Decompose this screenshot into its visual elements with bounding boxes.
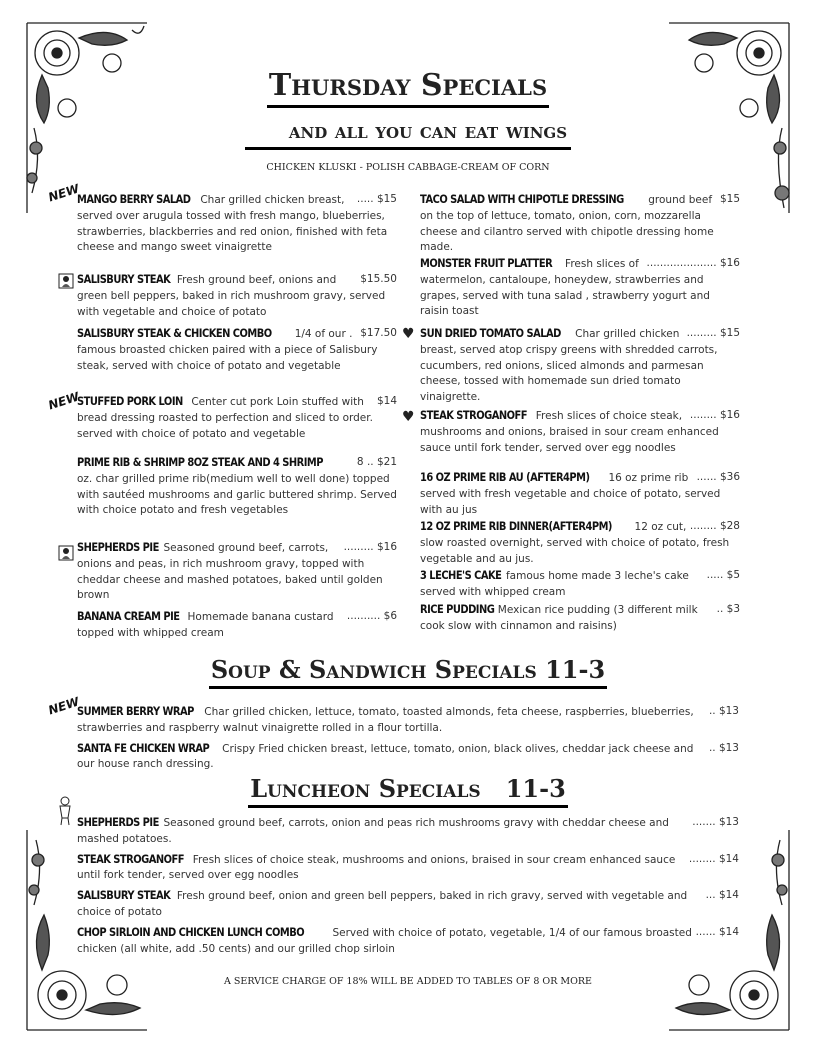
menu-item: [77, 741, 739, 774]
item-price: ........ $14: [688, 852, 739, 865]
menu-item: [77, 852, 739, 885]
item-name: 16 OZ PRIME RIB AU (AFTER4PM): [420, 470, 590, 484]
menu-item: [77, 704, 739, 737]
menu-item: [420, 602, 740, 635]
item-price: ...... $14: [695, 925, 739, 938]
item-description: Mexican rice pudding (3 different milk cook slow with cinnamon and raisins): [420, 604, 698, 632]
new-badge-mango: NEW: [46, 181, 81, 205]
menu-item: [77, 925, 739, 958]
item-description: Homemade banana custard topped with whipped cream: [77, 611, 334, 639]
menu-item: [420, 326, 740, 405]
item-description: Center cut pork Loin stuffed with bread dressing roasted to perfection and sliced to order. served with choice of potato and vegetable: [77, 396, 373, 440]
item-description: Char grilled chicken breast, served atop crispy greens with shredded carrots, cucumbers, red onions, sliced almonds and parmesan cheese, tossed with homemade sun dried tomato vinaigrette.: [420, 328, 718, 404]
item-description: 1/4 of our . famous broasted chicken paired with a piece of Salisbury steak, served with choice of potato and vegetable: [77, 328, 378, 372]
item-name: SALISBURY STEAK: [77, 272, 171, 286]
item-description: famous home made 3 leche's cake served with whipped cream: [420, 570, 689, 598]
item-description: oz. char grilled prime rib(medium well to well done) topped with sautéed mushrooms and garlic buttered shrimp. Served with choice potato and fresh vegetables: [77, 472, 397, 517]
item-name: SHEPHERDS PIE: [77, 815, 159, 829]
item-name: CHOP SIRLOIN AND CHICKEN LUNCH COMBO: [77, 924, 305, 939]
item-description: 12 oz cut, slow roasted overnight, served with choice of potato, fresh vegetable and au jus.: [420, 521, 730, 565]
new-badge-summer-wrap: NEW: [46, 694, 81, 718]
menu-item: [77, 326, 397, 391]
item-price: ...... $36: [696, 471, 740, 483]
item-price: .. $13: [708, 705, 739, 717]
item-description: Fresh slices of watermelon, cantaloupe, honeydew, strawberries and grapes, served with tuna salad , strawberry yogurt and raisin toast: [420, 258, 710, 318]
menu-item: [420, 192, 740, 253]
menu-item: [420, 408, 740, 467]
luncheon-section-title-text: Luncheon Specials 11-3: [248, 774, 568, 808]
item-name: SALISBURY STEAK: [77, 888, 171, 903]
item-name: SUMMER BERRY WRAP: [77, 704, 194, 718]
menu-item: [77, 815, 739, 848]
sides-line: CHICKEN KLUSKI - POLISH CABBAGE-CREAM OF CORN: [266, 162, 550, 173]
item-description: Served with choice of potato, vegetable, 1/4 of our famous broasted chicken (all white, add .50 cents) and our grilled chop sirloin: [77, 926, 692, 955]
item-name: MONSTER FRUIT PLATTER: [420, 256, 553, 270]
item-description: Crispy Fried chicken breast, lettuce, tomato, onion, black olives, cheddar jack cheese and our house ranch dressing.: [77, 742, 694, 771]
item-price: ......... $16: [343, 541, 397, 553]
item-price: .. $3: [716, 603, 740, 615]
item-description: Char grilled chicken, lettuce, tomato, toasted almonds, feta cheese, raspberries, blueberries, strawberries and raspberry walnut vinaigrette rolled in a flour tortilla.: [77, 706, 694, 734]
menu-item: [420, 568, 740, 599]
item-price: ........ $16: [689, 409, 740, 421]
item-name: STEAK STROGANOFF: [420, 408, 528, 422]
soup-section-items: [77, 704, 739, 777]
item-name: 3 LECHE'S CAKE: [420, 568, 502, 582]
item-name: TACO SALAD WITH CHIPOTLE DRESSING: [420, 192, 624, 206]
menu-item: [77, 394, 397, 452]
item-name: RICE PUDDING: [420, 602, 495, 616]
soup-section-title-text: Soup & Sandwich Specials 11-3: [209, 655, 607, 689]
item-description: Seasoned ground beef, carrots, onion and peas rich mushrooms gravy with cheddar cheese and mashed potatoes.: [77, 817, 669, 845]
item-name: SHEPHERDS PIE: [77, 540, 159, 554]
item-description: Fresh ground beef, onions and green bell peppers, baked in rich mushroom gravy, served with vegetable and choice of potato: [77, 274, 386, 318]
item-price: .. $13: [708, 741, 739, 754]
item-name: PRIME RIB & SHRIMP 8OZ STEAK AND 4 SHRIMP: [77, 455, 323, 469]
item-price: $17.50: [360, 327, 397, 339]
item-description: Fresh slices of choice steak, mushrooms and onions, braised in sour cream enhanced sauce until fork tender, served over egg noodles: [77, 853, 676, 882]
item-price: .......... $6: [346, 610, 397, 622]
soup-section-title: [0, 655, 816, 689]
heart-icon: ♥: [402, 409, 415, 425]
item-price: 8 .. $21: [356, 456, 397, 468]
item-description: Char grilled chicken breast, served over arugula tossed with fresh mango, blueberries, strawberries, blackberries and red onion, finished with feta cheese and mango sweet vinaigrette: [77, 194, 388, 254]
item-name: MANGO BERRY SALAD: [77, 192, 191, 206]
page-subtitle-text: and all you can eat wings: [245, 118, 571, 150]
service-charge-note: A SERVICE CHARGE OF 18% WILL BE ADDED TO TABLES OF 8 OR MORE: [224, 976, 592, 987]
item-description: 16 oz prime rib served with fresh vegetable and choice of potato, served with au jus: [420, 472, 721, 516]
left-menu-column: [77, 192, 397, 645]
item-name: SANTA FE CHICKEN WRAP: [77, 740, 210, 755]
item-price: $15.50: [360, 273, 397, 285]
menu-item: [77, 192, 397, 269]
item-description: Fresh slices of choice steak, mushrooms and onions, braised in sour cream enhanced sauce until fork tender, served over egg noodles: [420, 410, 719, 454]
item-description: Seasoned ground beef, carrots, onions and peas, in rich mushroom gravy, topped with cheddar cheese and mashed potatoes, baked until golden brown: [77, 542, 383, 602]
item-description: Fresh ground beef, onion and green bell peppers, baked in rich gravy, served with vegetable and choice of potato: [77, 890, 688, 918]
item-price: ........ $28: [689, 520, 740, 532]
right-menu-column: [420, 192, 740, 638]
menu-item: [420, 256, 740, 323]
item-price: $14: [376, 395, 397, 407]
menu-item: [420, 519, 740, 565]
page-subtitle: [0, 118, 816, 150]
item-price: ....... $13: [692, 816, 739, 828]
item-name: STUFFED PORK LOIN: [77, 394, 183, 408]
chef-icon: [58, 545, 74, 561]
item-name: SUN DRIED TOMATO SALAD: [420, 326, 561, 340]
menu-item: [77, 888, 739, 921]
menu-item: [77, 455, 397, 537]
luncheon-section-title: [0, 774, 816, 808]
menu-item: [420, 470, 740, 516]
menu-item: [77, 609, 397, 642]
item-price: ..... $15: [356, 193, 397, 205]
menu-item: [77, 540, 397, 606]
page-title: [0, 68, 816, 108]
new-badge-pork-loin: NEW: [46, 389, 81, 413]
item-description: ground beef on the top of lettuce, tomato, onion, corn, mozzarella cheese and cilantro served with chipotle dressing home made.: [420, 194, 714, 254]
page-title-text: Thursday Specials: [267, 68, 549, 108]
item-price: ... $14: [705, 889, 739, 902]
chef-icon: [58, 273, 74, 289]
item-name: 12 OZ PRIME RIB DINNER(AFTER4PM): [420, 519, 612, 533]
item-name: STEAK STROGANOFF: [77, 851, 185, 866]
item-name: BANANA CREAM PIE: [77, 609, 180, 623]
item-price: ..................... $16: [646, 257, 740, 269]
luncheon-section-items: [77, 815, 739, 961]
item-price: $15: [719, 193, 740, 205]
heart-icon: ♥: [402, 326, 415, 342]
item-name: SALISBURY STEAK & CHICKEN COMBO: [77, 326, 272, 340]
item-price: ..... $5: [706, 569, 740, 581]
menu-item: [77, 272, 397, 323]
item-price: ......... $15: [686, 327, 740, 339]
